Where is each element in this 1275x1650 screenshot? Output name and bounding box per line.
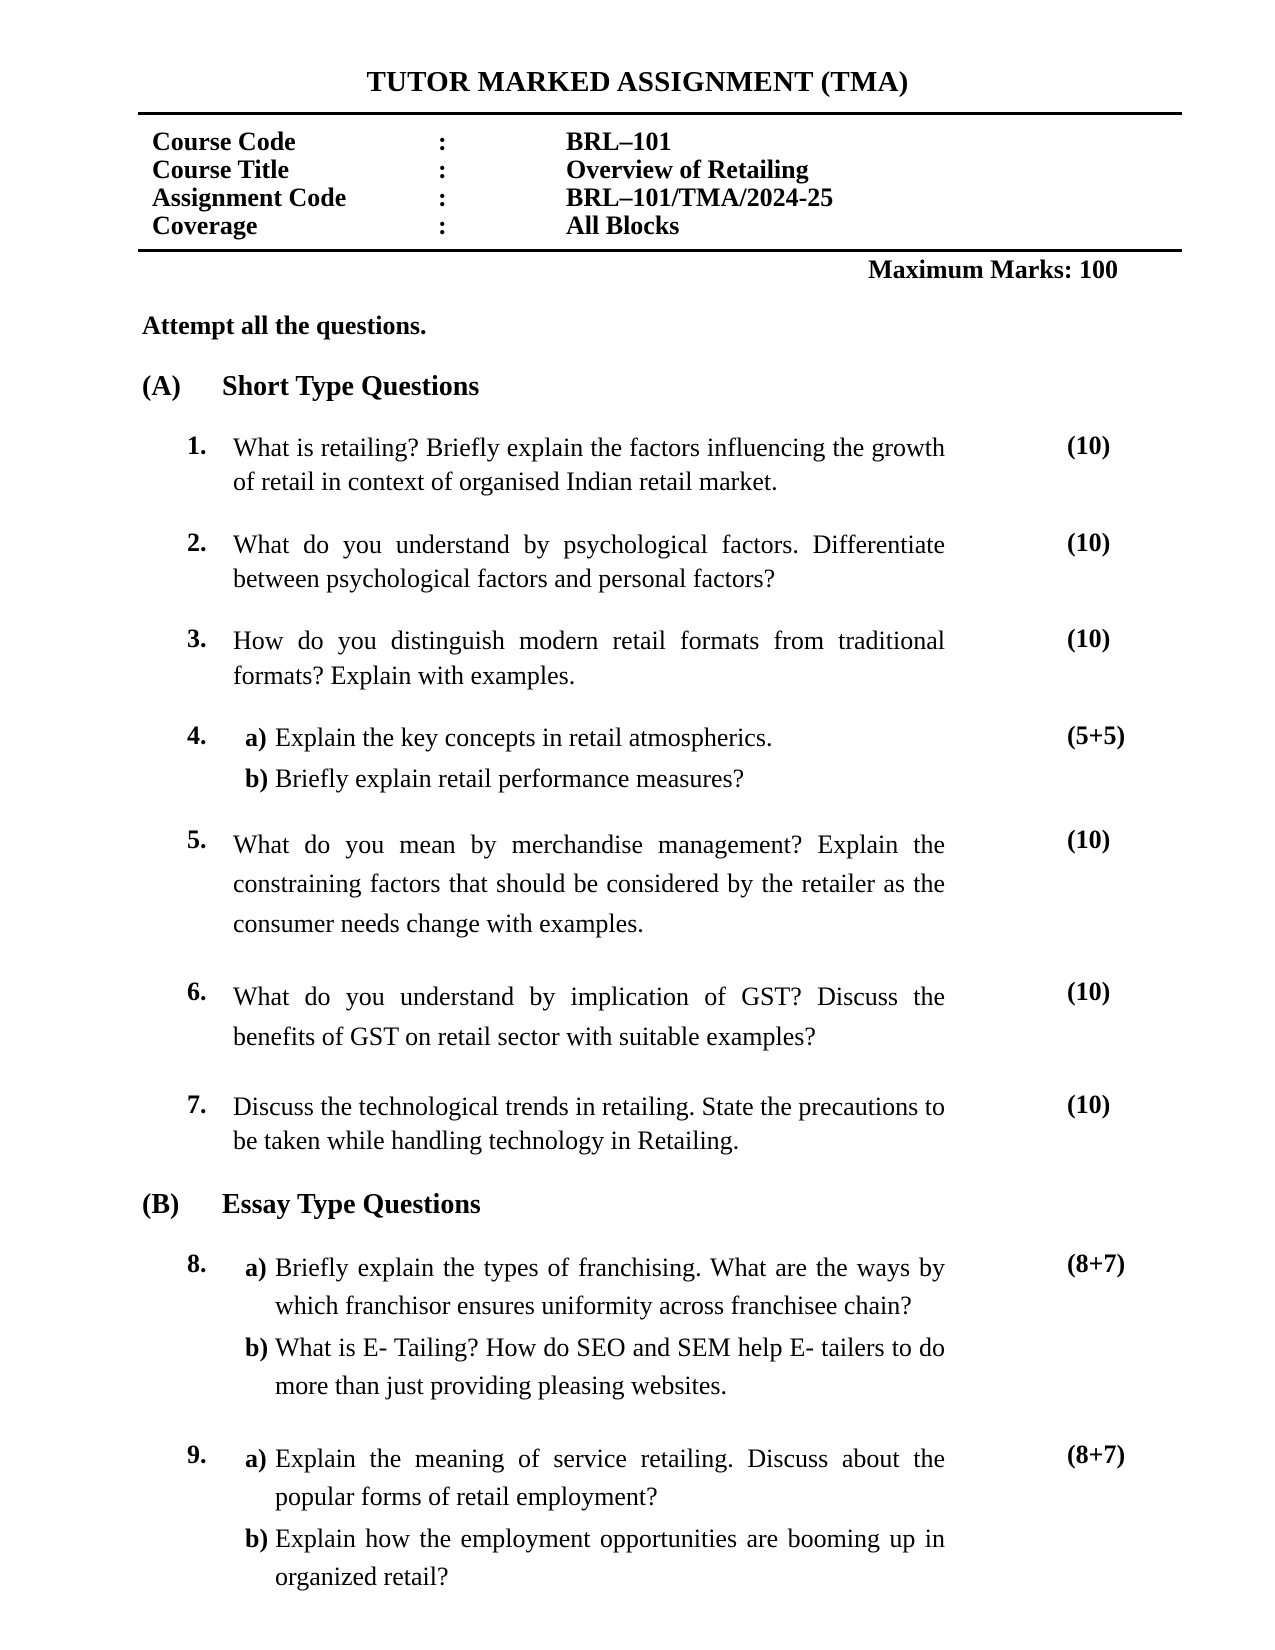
section-a-title: Short Type Questions xyxy=(222,371,480,402)
question-6 xyxy=(187,977,1140,1056)
assignment-code-label: Assignment Code xyxy=(152,183,347,212)
question-7-marks: (10) xyxy=(1067,1090,1111,1120)
course-title-value: Overview of Retailing xyxy=(566,155,809,184)
question-9-part-a xyxy=(233,1440,945,1516)
question-9-part-a-text: Explain the meaning of service retailing. Discuss about the popular forms of retail employment? xyxy=(275,1443,945,1511)
question-2 xyxy=(187,528,1140,597)
question-9-part-b-text: Explain how the employment opportunities are booming up in organized retail? xyxy=(275,1524,945,1592)
question-8-part-b xyxy=(233,1329,945,1405)
question-8-number: 8. xyxy=(187,1248,207,1278)
question-9-number: 9. xyxy=(187,1439,207,1469)
question-4-part-a-text: Explain the key concepts in retail atmospherics. xyxy=(275,722,773,752)
section-b-label: (B) xyxy=(142,1188,180,1220)
question-4-part-a-label: a) xyxy=(245,722,267,752)
question-9-parts xyxy=(233,1440,945,1597)
info-row-course-title xyxy=(152,156,1275,184)
question-6-text: What do you understand by implication of GST? Discuss the benefits of GST on retail sector with suitable examples? xyxy=(233,982,945,1051)
question-8-part-b-label: b) xyxy=(245,1333,269,1363)
question-3 xyxy=(187,624,1140,693)
coverage-label: Coverage xyxy=(152,211,258,240)
question-9-part-b-label: b) xyxy=(245,1524,269,1554)
coverage-separator: : xyxy=(438,211,447,240)
question-9-part-a-label: a) xyxy=(245,1443,267,1473)
assignment-code-value: BRL–101/TMA/2024-25 xyxy=(566,183,834,212)
question-5 xyxy=(187,825,1140,944)
maximum-marks: Maximum Marks: 100 xyxy=(868,255,1118,284)
section-a-heading xyxy=(142,371,1275,403)
divider-top xyxy=(138,112,1182,115)
info-row-course-code xyxy=(152,128,1275,156)
question-4-parts xyxy=(233,721,945,797)
question-7-text: Discuss the technological trends in retailing. State the precautions to be taken while handling technology in Retailing. xyxy=(233,1092,945,1156)
question-9-marks: (8+7) xyxy=(1067,1439,1126,1469)
question-2-marks: (10) xyxy=(1067,527,1111,557)
course-title-separator: : xyxy=(438,155,447,184)
question-8 xyxy=(187,1249,1140,1406)
question-5-text: What do you mean by merchandise management? Explain the constraining factors that should be considered by the retailer as the consumer needs change with examples. xyxy=(233,829,945,938)
section-b-questions xyxy=(187,1249,1140,1597)
section-b-title: Essay Type Questions xyxy=(222,1188,481,1220)
question-6-number: 6. xyxy=(187,977,207,1007)
question-2-number: 2. xyxy=(187,527,207,557)
course-title-label: Course Title xyxy=(152,155,289,184)
question-5-number: 5. xyxy=(187,824,207,854)
question-8-part-a-label: a) xyxy=(245,1252,267,1282)
question-8-part-b-text: What is E- Tailing? How do SEO and SEM help E- tailers to do more than just providing pleasing websites. xyxy=(275,1333,945,1401)
page-title: TUTOR MARKED ASSIGNMENT (TMA) xyxy=(366,66,909,98)
question-4-part-b-label: b) xyxy=(245,764,269,794)
question-4-part-b xyxy=(233,762,945,796)
question-6-marks: (10) xyxy=(1067,977,1111,1007)
section-b-heading xyxy=(142,1189,1275,1221)
question-4-part-b-text: Briefly explain retail performance measures? xyxy=(275,764,745,794)
question-3-text: How do you distinguish modern retail formats from traditional formats? Explain with examples. xyxy=(233,626,945,690)
question-4-part-a xyxy=(233,721,945,755)
question-5-marks: (10) xyxy=(1067,824,1111,854)
course-code-value: BRL–101 xyxy=(566,127,672,156)
question-1 xyxy=(187,431,1140,500)
question-8-part-a xyxy=(233,1249,945,1325)
question-1-marks: (10) xyxy=(1067,431,1111,460)
question-4 xyxy=(187,721,1140,797)
course-code-separator: : xyxy=(438,127,447,156)
instruction-text: Attempt all the questions. xyxy=(142,311,427,340)
question-8-parts xyxy=(233,1249,945,1406)
question-8-marks: (8+7) xyxy=(1067,1248,1126,1278)
question-9 xyxy=(187,1440,1140,1597)
info-row-assignment-code xyxy=(152,184,1275,212)
question-7-number: 7. xyxy=(187,1090,207,1120)
coverage-value: All Blocks xyxy=(566,211,680,240)
divider-bottom xyxy=(138,249,1182,252)
question-1-number: 1. xyxy=(187,431,207,460)
question-2-text: What do you understand by psychological factors. Differentiate between psychological factors and personal factors? xyxy=(233,529,945,593)
assignment-code-separator: : xyxy=(438,183,447,212)
section-a-label: (A) xyxy=(142,371,181,402)
question-3-marks: (10) xyxy=(1067,624,1111,654)
question-7 xyxy=(187,1090,1140,1159)
question-9-part-b xyxy=(233,1520,945,1596)
section-a-questions xyxy=(187,431,1140,1159)
course-code-label: Course Code xyxy=(152,127,296,156)
course-info-table xyxy=(152,128,1275,240)
question-4-number: 4. xyxy=(187,720,207,750)
question-8-part-a-text: Briefly explain the types of franchising. What are the ways by which franchisor ensures uniformity across franchisee chain? xyxy=(275,1252,945,1320)
question-1-text: What is retailing? Briefly explain the factors influencing the growth of retail in context of organised Indian retail market. xyxy=(233,433,945,497)
info-row-coverage xyxy=(152,212,1275,240)
question-3-number: 3. xyxy=(187,624,207,654)
question-4-marks: (5+5) xyxy=(1067,720,1126,750)
